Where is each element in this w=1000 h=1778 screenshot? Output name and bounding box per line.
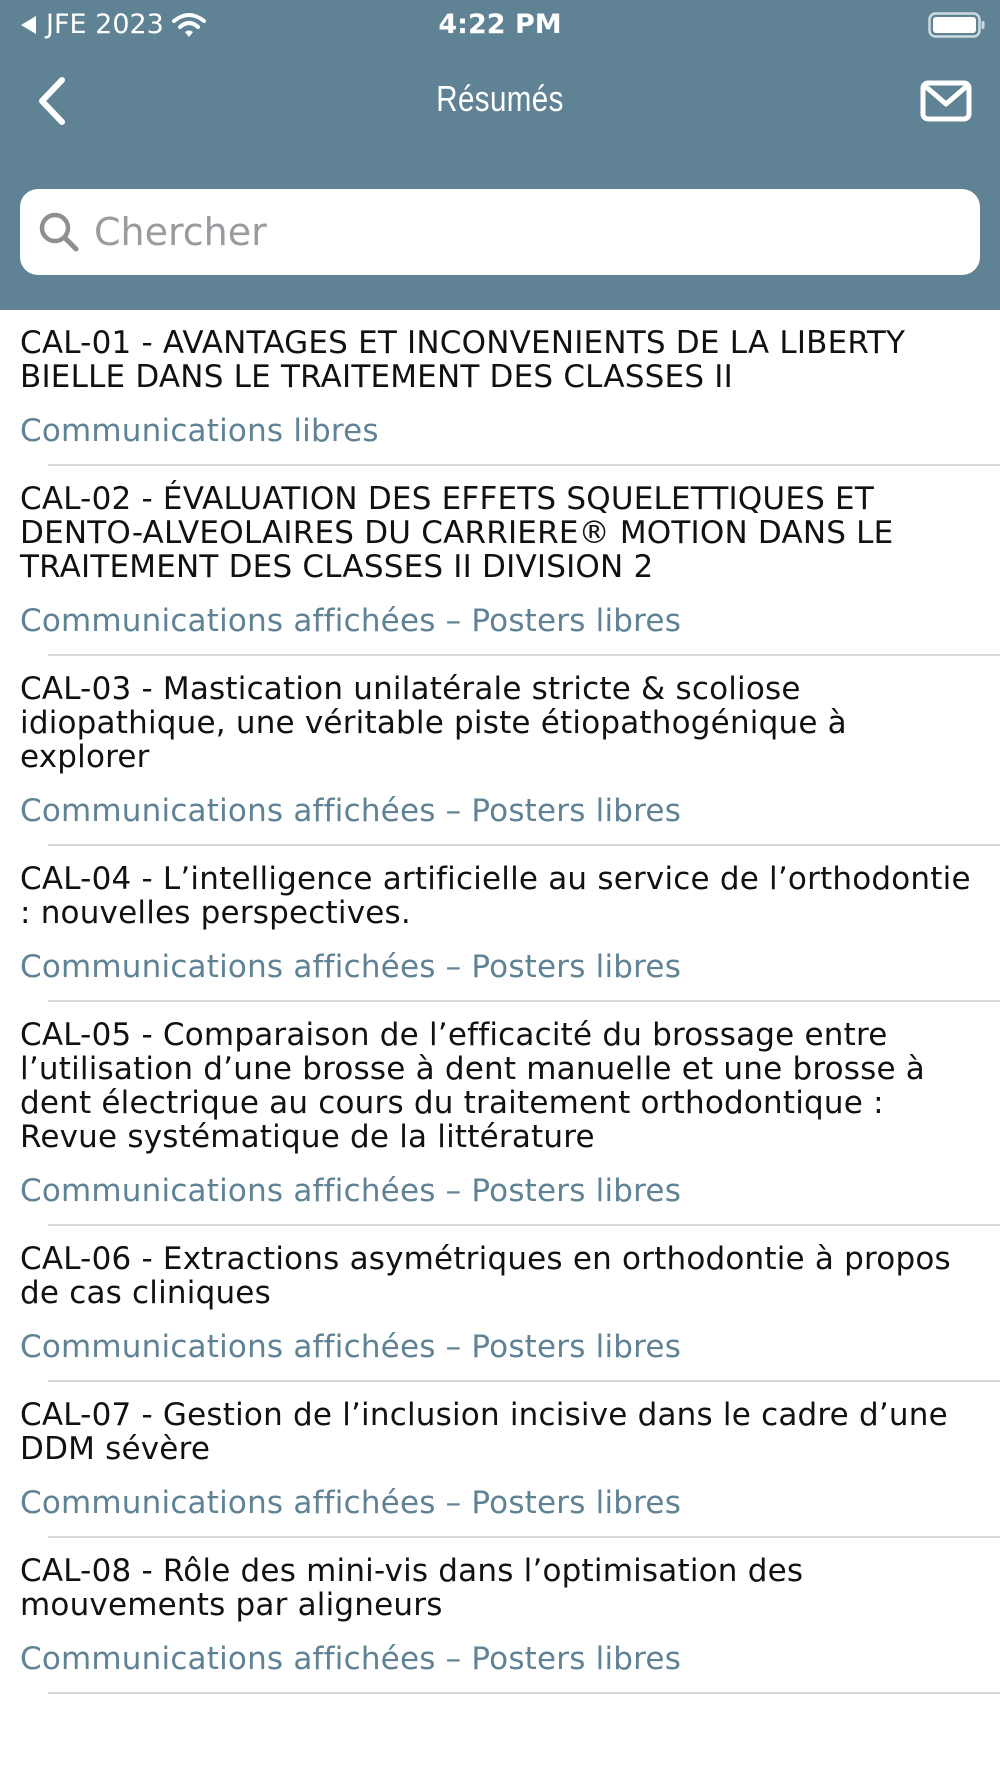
carrier-label: JFE 2023 [46, 9, 164, 40]
item-title: CAL-03 - Mastication unilatérale stricte & scoliose idiopathique, une véritable piste étiopathogénique à explorer [20, 671, 847, 775]
item-category: Communications affichées – Posters libres [20, 1485, 682, 1521]
mail-icon [920, 80, 972, 122]
mail-button[interactable] [920, 80, 972, 122]
list-item[interactable] [0, 1002, 1000, 1226]
item-title: CAL-04 - L’intelligence artificielle au service de l’orthodontie : nouvelles perspectives. [20, 861, 971, 931]
item-title: CAL-07 - Gestion de l’inclusion incisive dans le cadre d’une DDM sévère [20, 1397, 948, 1467]
list-item[interactable] [0, 1538, 1000, 1694]
list-item[interactable] [0, 846, 1000, 1002]
search-bar[interactable] [20, 189, 980, 275]
status-time: 4:22 PM [438, 9, 562, 40]
status-bar [0, 0, 1000, 50]
item-title: CAL-08 - Rôle des mini-vis dans l’optimisation des mouvements par aligneurs [20, 1553, 804, 1623]
item-category: Communications affichées – Posters libres [20, 603, 682, 639]
list-item[interactable] [0, 466, 1000, 656]
item-title: CAL-06 - Extractions asymétriques en orthodontie à propos de cas cliniques [20, 1241, 951, 1311]
item-category: Communications affichées – Posters libres [20, 1641, 682, 1677]
nav-bar [0, 60, 1000, 140]
abstract-list [0, 310, 1000, 1694]
back-button[interactable] [30, 74, 80, 128]
item-category: Communications affichées – Posters libres [20, 1329, 682, 1365]
item-title: CAL-02 - ÉVALUATION DES EFFETS SQUELETTIQUES ET DENTO-ALVEOLAIRES DU CARRIERE® MOTION DANS LE TRAITEMENT DES CLASSES II DIVISION 2 [20, 481, 894, 585]
list-item[interactable] [0, 310, 1000, 466]
list-item[interactable] [0, 1226, 1000, 1382]
list-item[interactable] [0, 1382, 1000, 1538]
battery-icon [928, 12, 986, 45]
chevron-left-icon [30, 74, 80, 128]
item-category: Communications affichées – Posters libres [20, 949, 682, 985]
list-item[interactable] [0, 656, 1000, 846]
page-title: Résumés [436, 78, 564, 119]
item-title: CAL-05 - Comparaison de l’efficacité du brossage entre l’utilisation d’une brosse à dent manuelle et une brosse à dent électrique au cours du traitement orthodontique : Revue systématique de la littérature [20, 1017, 925, 1155]
divider [48, 1692, 1000, 1694]
search-icon [36, 209, 82, 255]
item-title: CAL-01 - AVANTAGES ET INCONVENIENTS DE LA LIBERTY BIELLE DANS LE TRAITEMENT DES CLASSES II [20, 325, 906, 395]
item-category: Communications affichées – Posters libres [20, 793, 682, 829]
item-category: Communications libres [20, 413, 379, 449]
header [0, 0, 1000, 310]
item-category: Communications affichées – Posters libres [20, 1173, 682, 1209]
search-input[interactable] [94, 210, 954, 254]
